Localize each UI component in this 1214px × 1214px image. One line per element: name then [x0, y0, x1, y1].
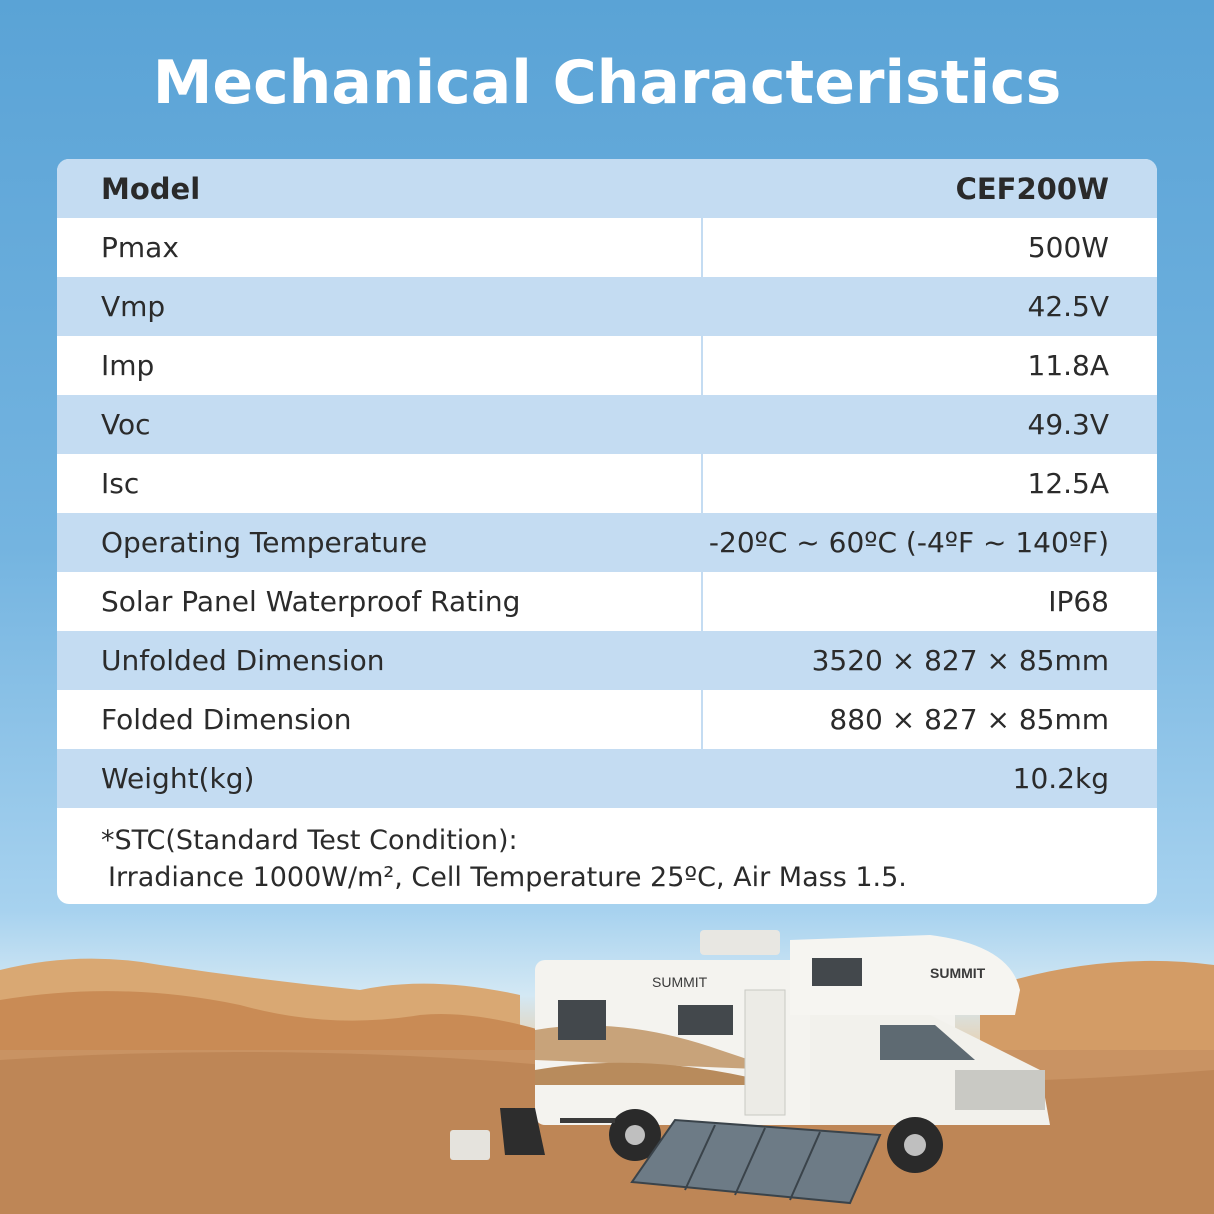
table-row	[57, 513, 1157, 572]
row-label: Vmp	[101, 290, 166, 323]
power-station	[450, 1130, 490, 1160]
row-label: Imp	[101, 349, 155, 382]
row-label: Solar Panel Waterproof Rating	[101, 585, 521, 618]
row-value: 42.5V	[1027, 290, 1109, 323]
row-value: 3520 × 827 × 85mm	[811, 644, 1109, 677]
rv-brand-cab: SUMMIT	[930, 965, 986, 981]
table-row	[57, 336, 1157, 395]
footnote-line-2: Irradiance 1000W/m², Cell Temperature 25ºC, Air Mass 1.5.	[108, 862, 907, 893]
row-label: Weight(kg)	[101, 762, 255, 795]
row-label: Voc	[101, 408, 151, 441]
row-value: IP68	[1048, 585, 1109, 618]
row-label: Unfolded Dimension	[101, 644, 385, 677]
header-value: CEF200W	[955, 171, 1109, 206]
camp-table	[560, 1118, 615, 1123]
row-value: 10.2kg	[1012, 762, 1109, 795]
row-value: 11.8A	[1027, 349, 1109, 382]
table-row	[57, 572, 1157, 631]
row-value: 500W	[1027, 231, 1109, 264]
spec-table	[57, 159, 1157, 904]
row-label: Operating Temperature	[101, 526, 428, 559]
stc-footnote	[57, 808, 1157, 896]
table-row	[57, 395, 1157, 454]
row-value: 12.5A	[1027, 467, 1109, 500]
row-value: 880 × 827 × 85mm	[829, 703, 1109, 736]
table-row	[57, 454, 1157, 513]
header-label: Model	[101, 171, 201, 206]
table-row	[57, 690, 1157, 749]
table-row	[57, 277, 1157, 336]
row-value: -20ºC ~ 60ºC (-4ºF ~ 140ºF)	[708, 526, 1109, 559]
row-label: Isc	[101, 467, 140, 500]
table-row	[57, 749, 1157, 808]
table-header-row	[57, 159, 1157, 218]
row-value: 49.3V	[1027, 408, 1109, 441]
desert-rv-scene	[0, 920, 1214, 1214]
row-label: Pmax	[101, 231, 179, 264]
row-label: Folded Dimension	[101, 703, 352, 736]
table-row	[57, 631, 1157, 690]
table-row	[57, 218, 1157, 277]
footnote-line-1: *STC(Standard Test Condition):	[101, 825, 518, 856]
rv-roof-unit	[700, 930, 780, 955]
rv-brand-side: SUMMIT	[652, 974, 708, 990]
page-title: Mechanical Characteristics	[152, 48, 1062, 118]
